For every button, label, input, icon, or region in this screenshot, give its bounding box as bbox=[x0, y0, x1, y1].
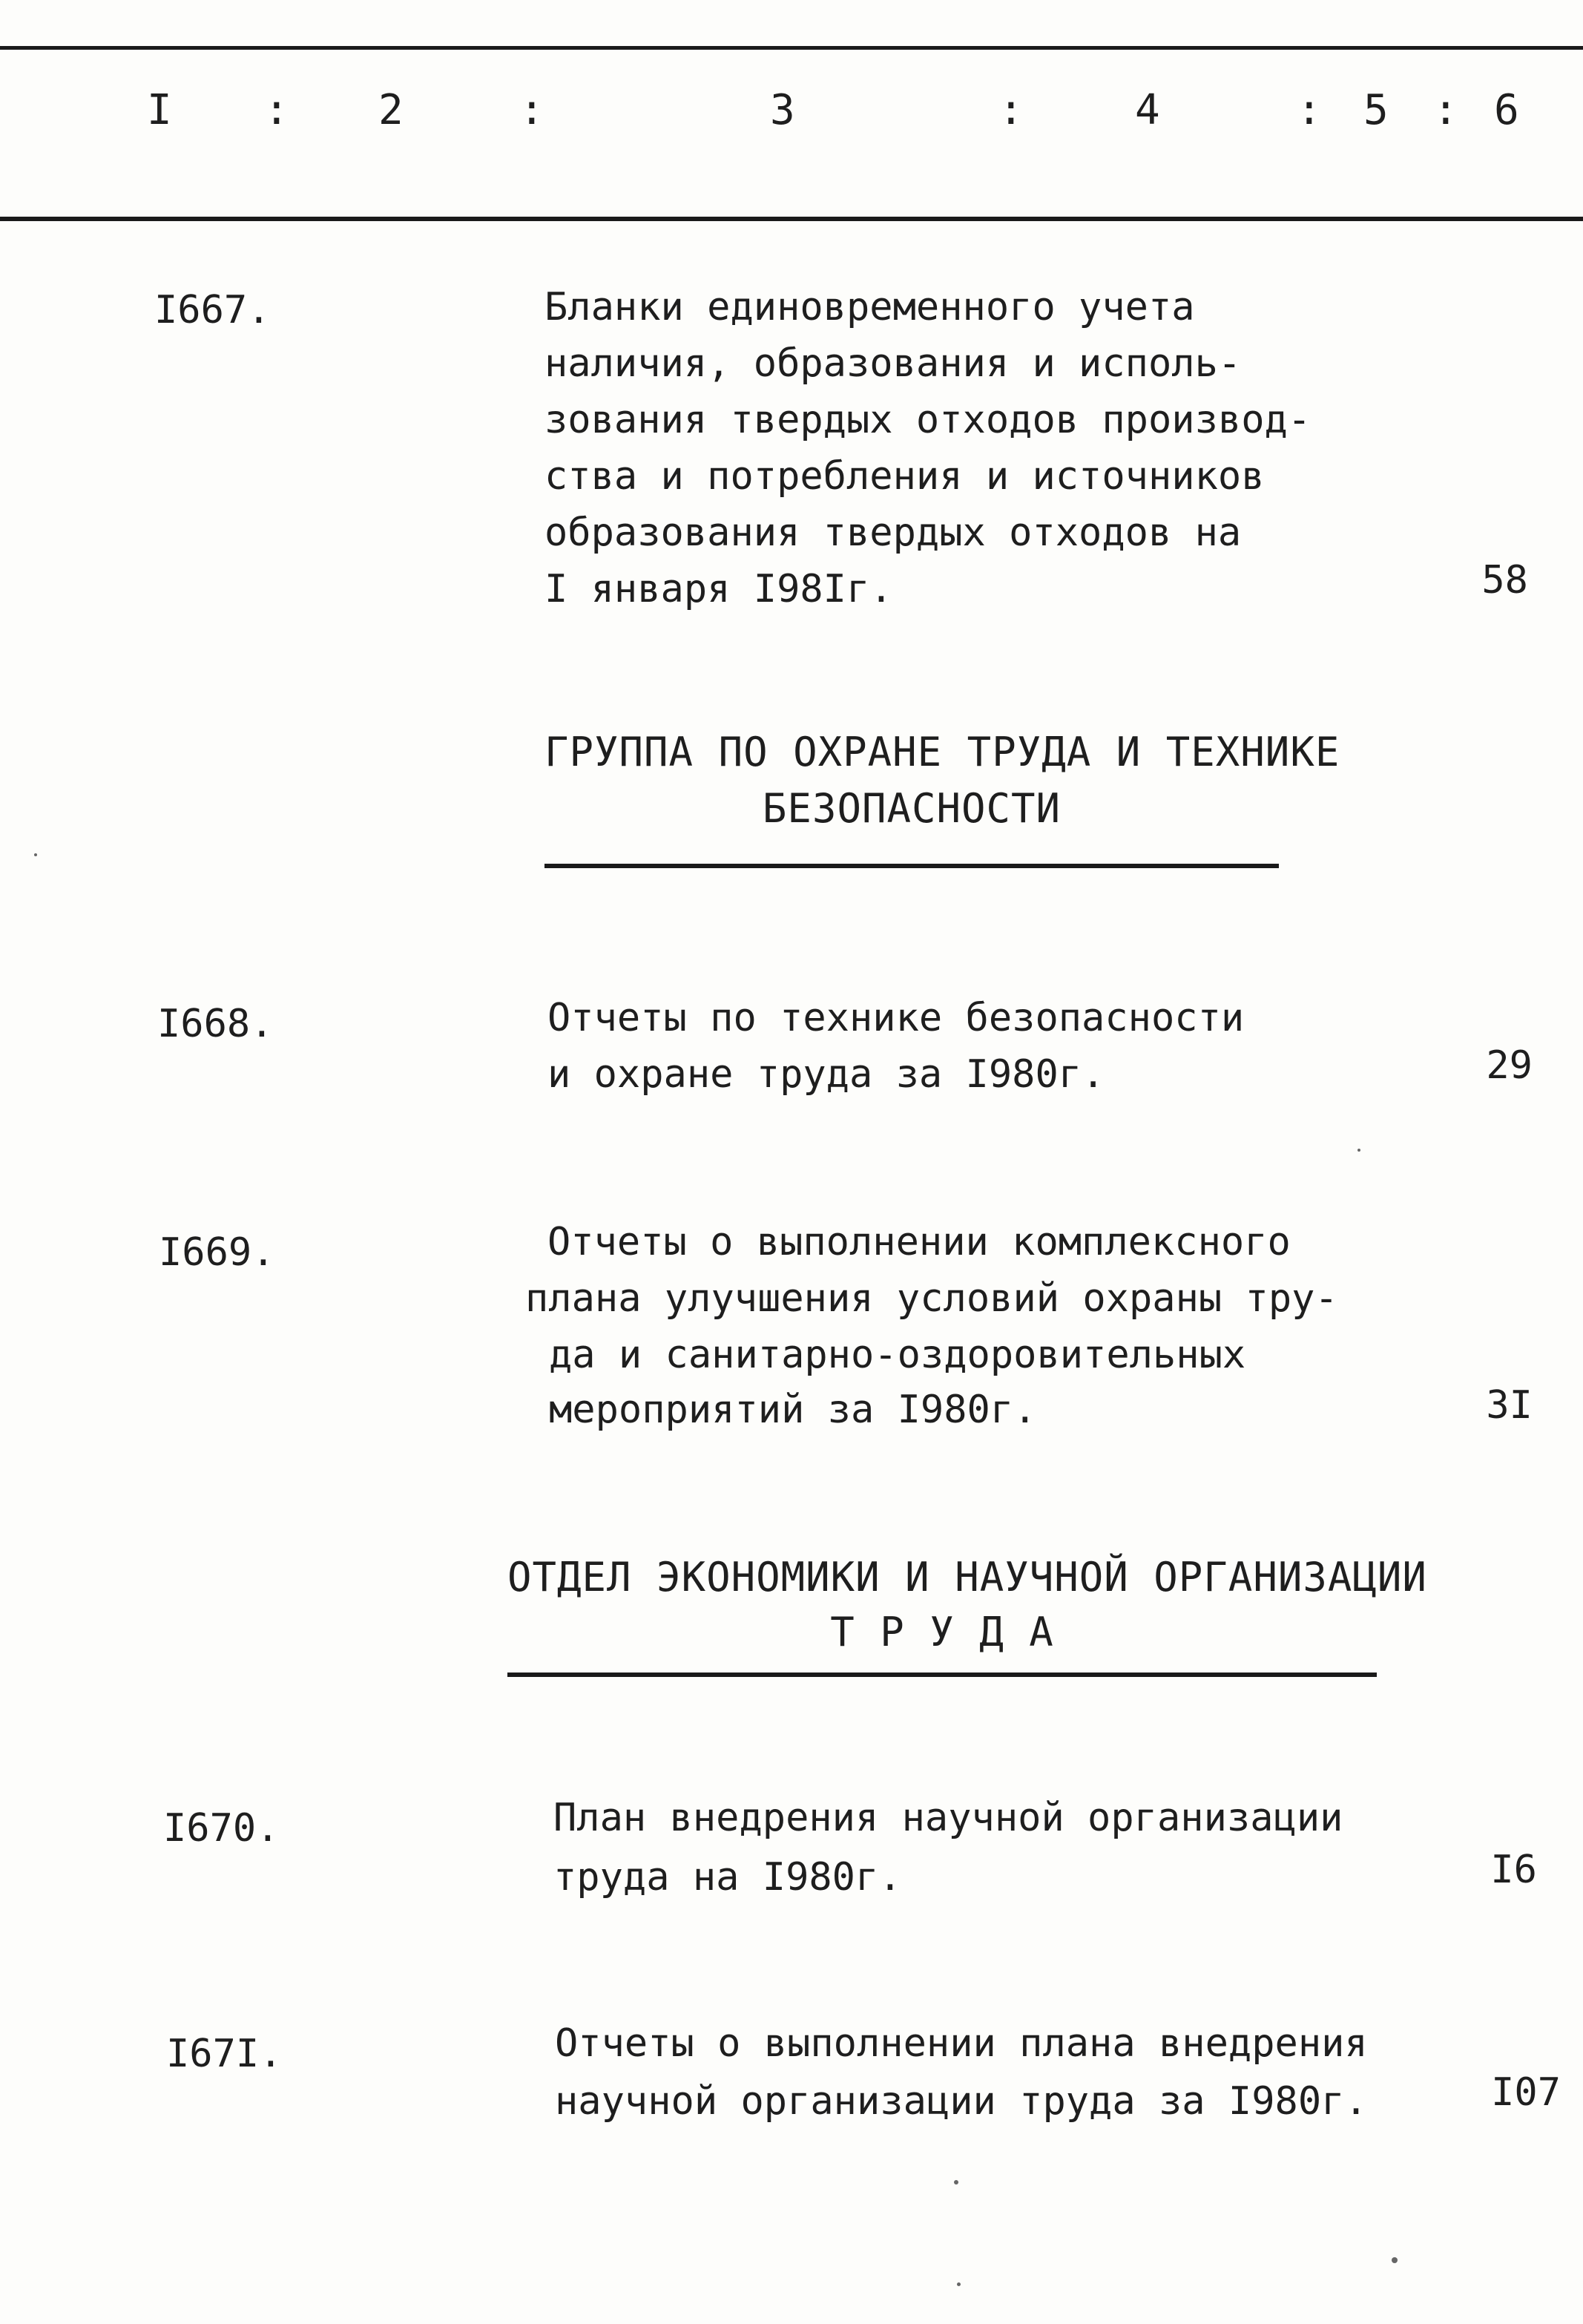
column-2-header: 2 bbox=[378, 86, 404, 134]
section-underline bbox=[544, 864, 1279, 868]
entry-title-line: План внедрения научной организации bbox=[553, 1796, 1343, 1840]
section-title-line: ОТДЕЛ ЭКОНОМИКИ И НАУЧНОЙ ОРГАНИЗАЦИИ bbox=[507, 1554, 1427, 1601]
entry-number: I668. bbox=[157, 1002, 274, 1046]
column-separator: : bbox=[1297, 86, 1322, 134]
scan-speck bbox=[1392, 2257, 1398, 2263]
column-1-header: I bbox=[147, 86, 172, 134]
entry-title-line: Бланки единовременного учета bbox=[544, 285, 1195, 329]
entry-title-line: I января I98Iг. bbox=[544, 567, 893, 611]
entry-number: I670. bbox=[163, 1806, 280, 1851]
entry-number: I67I. bbox=[166, 2032, 283, 2076]
scan-speck bbox=[1357, 1149, 1360, 1152]
entry-title-line: наличия, образования и исполь- bbox=[544, 341, 1242, 386]
column-6-header: 6 bbox=[1494, 86, 1519, 134]
entry-title-line: зования твердых отходов производ- bbox=[544, 398, 1312, 442]
column-3-header: 3 bbox=[770, 86, 795, 134]
header-bottom-rule bbox=[0, 217, 1583, 221]
entry-sheet-count: I07 bbox=[1491, 2070, 1561, 2115]
scan-speck bbox=[957, 2282, 961, 2286]
entry-title-line: и охране труда за I980г. bbox=[547, 1052, 1105, 1097]
section-title-line: ГРУППА ПО ОХРАНЕ ТРУДА И ТЕХНИКЕ bbox=[544, 729, 1340, 775]
scan-speck bbox=[34, 853, 37, 856]
entry-sheet-count: 58 bbox=[1481, 558, 1528, 603]
column-separator: : bbox=[998, 86, 1024, 134]
entry-number: I669. bbox=[159, 1230, 275, 1275]
entry-sheet-count: 29 bbox=[1486, 1043, 1533, 1088]
entry-title-line: образования твердых отходов на bbox=[544, 511, 1242, 555]
section-underline bbox=[507, 1673, 1377, 1677]
entry-sheet-count: 3I bbox=[1486, 1383, 1533, 1428]
entry-title-line: Отчеты по технике безопасности bbox=[547, 996, 1245, 1040]
entry-sheet-count: I6 bbox=[1490, 1848, 1537, 1892]
column-separator: : bbox=[264, 86, 289, 134]
entry-title-line: мероприятий за I980г. bbox=[549, 1388, 1037, 1432]
column-4-header: 4 bbox=[1135, 86, 1160, 134]
header-top-rule bbox=[0, 46, 1583, 50]
column-separator: : bbox=[1433, 86, 1458, 134]
entry-title-line: ства и потребления и источников bbox=[544, 454, 1265, 499]
entry-title-line: плана улучшения условий охраны тру- bbox=[525, 1276, 1338, 1321]
entry-title-line: да и санитарно-оздоровительных bbox=[549, 1333, 1246, 1377]
entry-title-line: труда на I980г. bbox=[553, 1855, 902, 1900]
column-separator: : bbox=[519, 86, 544, 134]
column-5-header: 5 bbox=[1363, 86, 1389, 134]
entry-number: I667. bbox=[154, 288, 271, 332]
entry-title-line: научной организации труда за I980г. bbox=[555, 2079, 1368, 2124]
entry-title-line: Отчеты о выполнении комплексного bbox=[547, 1220, 1291, 1264]
section-title-line: БЕЗОПАСНОСТИ bbox=[762, 785, 1062, 832]
entry-title-line: Отчеты о выполнении плана внедрения bbox=[555, 2021, 1368, 2066]
scan-speck bbox=[954, 2180, 958, 2185]
section-title-line: Т Р У Д А bbox=[830, 1609, 1054, 1655]
